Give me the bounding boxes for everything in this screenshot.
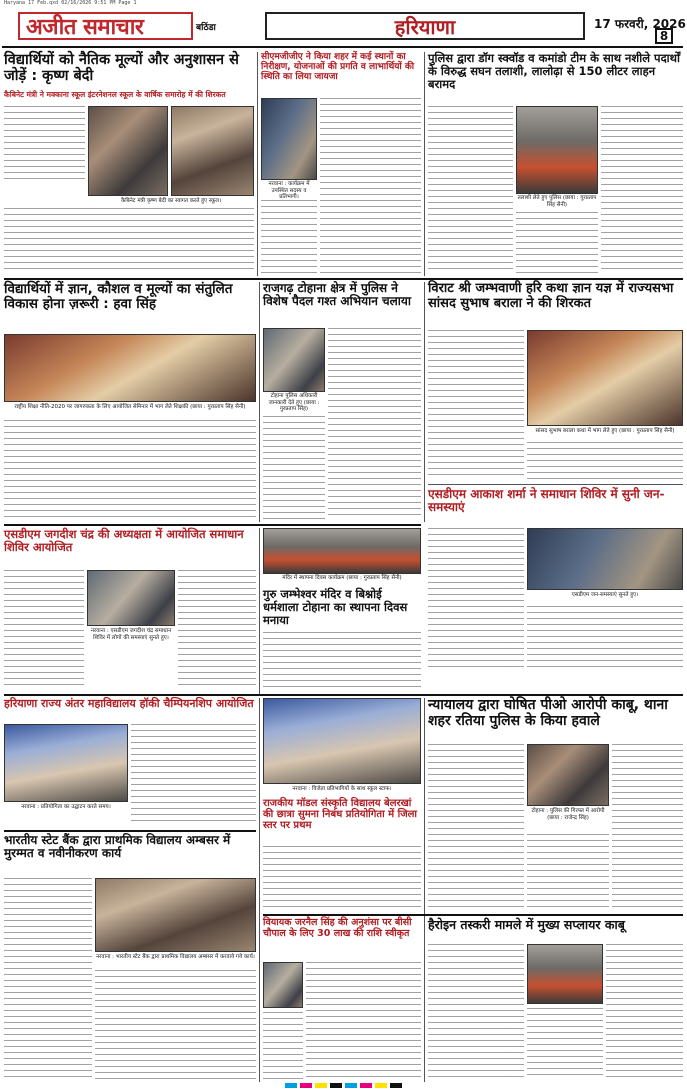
article-13-body [4, 878, 92, 1080]
article-1-subhead: कैबिनेट मंत्री ने मक्काना स्कूल इंटरनेशनल स्कूल के वार्षिक समारोह में की शिरकत [4, 90, 226, 99]
article-15-body-3 [606, 944, 683, 1080]
article-15-photo [527, 944, 603, 1004]
article-4-caption: राष्ट्रीय शिक्षा नीति-2020 पर जागरुकता के लिए आयोजित सेमिनार में भाग लेते शिक्षकी (छाया : गुरप्रताप सिंह सैनी) [14, 404, 246, 410]
article-13-body-2 [95, 970, 256, 1080]
article-11-body [263, 846, 421, 912]
article-6-body-2 [527, 442, 683, 480]
article-9-caption: मंदिर में स्थापना दिवस कार्यक्रम (छाया : गुरप्रताप सिंह सैनी) [282, 575, 402, 581]
column-divider [259, 698, 260, 1082]
registration-color-bar [0, 1082, 687, 1089]
section-rule [263, 914, 683, 916]
column-divider [424, 698, 425, 1082]
article-5-body [328, 328, 421, 520]
article-2-caption: नरवाना : कार्यक्रम में उपस्थित सदस्य व प्रतिभागी। [268, 181, 310, 201]
header-rule [2, 46, 683, 48]
article-7-headline: एसडीएम आकाश शर्मा ने समाधान शिविर में सुनी जन-समस्याएं [428, 487, 665, 515]
article-3-body-3 [601, 106, 683, 274]
article-15-headline: हैरोइन तस्करी मामले में मुख्य सप्लायर काबू [428, 917, 625, 932]
article-12-body-3 [527, 834, 609, 910]
article-8-headline: एसडीएम जगदीश चंद्र की अध्यक्षता में आयोजित समाधान शिविर आयोजित [4, 527, 244, 554]
column-divider [424, 52, 425, 276]
article-2-body-2 [261, 200, 317, 274]
article-11-caption: नरवाना : विजेता प्रतिभागियों के साथ स्कूल स्टाफ। [292, 786, 392, 792]
article-10-headline: हरियाणा राज्य अंतर महाविद्यालय हॉकी चैम्पियनशिप आयोजित [4, 697, 254, 710]
article-12-headline: न्यायालय द्वारा घोषित पीओ आरोपी काबू, थाना शहर रतिया पुलिस के किया हवाले [428, 697, 668, 729]
article-1-photo-2 [171, 106, 254, 196]
print-slug: Haryana 17 Feb.qxd 02/16/2026 9:51 PM Page 1 [4, 0, 137, 6]
article-9-photo [263, 528, 421, 574]
article-14-body [306, 962, 421, 1080]
article-1-caption: कैबिनेट मंत्री कृष्ण बेदी का स्वागत करते हुए स्कूल। [120, 198, 222, 204]
article-8-caption: नरवाना : एसडीएम जगदीश चंद्र समाधान शिविर में लोगों की समस्याएं सुनते हुए। [90, 628, 172, 641]
article-divider [428, 484, 683, 485]
article-13-headline: भारतीय स्टेट बैंक द्वारा प्राथमिक विद्यालय अम्बसर में मुरम्मत व नवीनीकरण कार्य [4, 833, 231, 861]
logo-text: अजीत समाचार [26, 14, 144, 40]
article-1-photo [88, 106, 168, 196]
column-divider [424, 282, 425, 522]
article-7-caption: एसडीएम जन-समस्याएं सुनते हुए। [571, 592, 639, 598]
column-divider [259, 528, 260, 694]
article-12-body-2 [612, 744, 683, 910]
article-12-body [428, 744, 524, 910]
article-11-headline: राजकीय मॉडल संस्कृति विद्यालय बेलरखां की छात्रा सुमना निबंध प्रतियोगिता में जिला स्तर पर प्रथम [263, 798, 417, 832]
newspaper-logo [18, 12, 193, 40]
edition-city: बठिंडा [196, 23, 216, 33]
section-rule [4, 524, 421, 526]
article-1-body-2 [4, 208, 254, 274]
section-banner [265, 12, 585, 40]
article-4-body [4, 420, 256, 520]
article-5-caption: टोहाना पुलिस अधिकारी जानकारी देते हुए (छाया : गुरप्रताप सिंह) [268, 393, 320, 413]
article-14-headline: वियायक जरनैल सिंह की अनुशंसा पर बीसी चौपाल के लिए 30 लाख की राशि स्वीकृत [263, 917, 412, 939]
article-10-caption: नरवाना : प्रतियोगिता का उद्घाटन करते समय। [21, 804, 111, 810]
article-4-photo [4, 334, 256, 402]
article-6-photo [527, 330, 683, 426]
article-6-body [428, 330, 524, 480]
article-10-body [131, 724, 256, 824]
article-8-body [4, 570, 84, 688]
article-10-photo [4, 724, 128, 802]
article-9-body [263, 632, 421, 690]
article-8-body-2 [178, 570, 256, 688]
article-3-body [428, 106, 513, 274]
section-rule [4, 830, 256, 832]
article-3-photo [516, 106, 598, 194]
article-12-photo [527, 744, 609, 806]
article-15-body [428, 944, 524, 1080]
article-1-body [4, 106, 85, 182]
article-3-headline: पुलिस द्वारा डॉग स्क्वॉड व कमांडो टीम के साथ नशीले पदार्थों के विरुद्ध सघन तलाशी, लालोढ़ा से 150 लीटर लाहन बरामद [428, 51, 680, 91]
article-7-photo [527, 528, 683, 590]
article-3-caption: तलाशी लेते हुए पुलिस (छाया : गुरप्रताप सिंह सैनी) [517, 195, 597, 208]
article-2-headline: सीएमजीजीए ने किया शहर में कई स्थानों का निरीक्षण, योजनाओं की प्रगति व लाभार्थियों की स्थिति का लिया जायजा [261, 52, 415, 83]
section-rule [4, 694, 683, 696]
page-number: 8 [655, 28, 673, 44]
article-7-body-2 [527, 606, 683, 670]
article-13-caption: नरवाना : भारतीय स्टेट बैंक द्वारा प्राथमिक विद्यालय अम्बसर में करवाये गये कार्य। [96, 954, 255, 960]
article-14-body-2 [263, 1012, 303, 1080]
article-1-headline: विद्यार्थियों को नैतिक मूल्यों और अनुशासन से जोड़ें : कृष्ण बेदी [4, 52, 239, 85]
masthead [0, 8, 687, 50]
article-6-caption: सांसद सुभाष बराला कथा में भाग लेते हुए (छाया : गुरप्रताप सिंह सैनी) [535, 428, 675, 434]
article-2-photo [261, 98, 317, 180]
column-divider [259, 282, 260, 522]
section-rule [4, 278, 683, 280]
article-14-photo [263, 962, 303, 1008]
article-3-body-2 [516, 212, 598, 274]
article-12-caption: टोहाना : पुलिस की गिरफ्त में आरोपी (छाया : राजेन्द्र सिंह) [531, 808, 605, 821]
article-8-photo [87, 570, 175, 626]
article-5-body-2 [263, 416, 325, 520]
article-15-body-2 [527, 1008, 603, 1080]
issue-date: 17 फरवरी, 2026 [594, 17, 686, 31]
article-4-headline: विद्यार्थियों में ज्ञान, कौशल व मूल्यों का संतुलित विकास होना ज़रूरी : हवा सिंह [4, 281, 233, 313]
article-5-headline: राजगढ़ टोहाना क्षेत्र में पुलिस ने विशेष पैदल गश्त अभियान चलाया [263, 281, 411, 309]
article-9-headline: गुरु जम्भेश्वर मंदिर व बिश्नोई धर्मशाला टोहाना का स्थापना दिवस मनाया [263, 587, 408, 627]
article-13-photo [95, 878, 256, 952]
article-11-photo [263, 698, 421, 784]
article-5-photo [263, 328, 325, 392]
section-title: हरियाणा [394, 14, 456, 39]
article-7-body [428, 528, 524, 670]
column-divider [257, 52, 258, 276]
article-6-headline: विराट श्री जम्भवाणी हरि कथा ज्ञान यज्ञ में राज्यसभा सांसद सुभाष बराला ने की शिरकत [428, 281, 674, 311]
article-2-body [320, 98, 421, 274]
